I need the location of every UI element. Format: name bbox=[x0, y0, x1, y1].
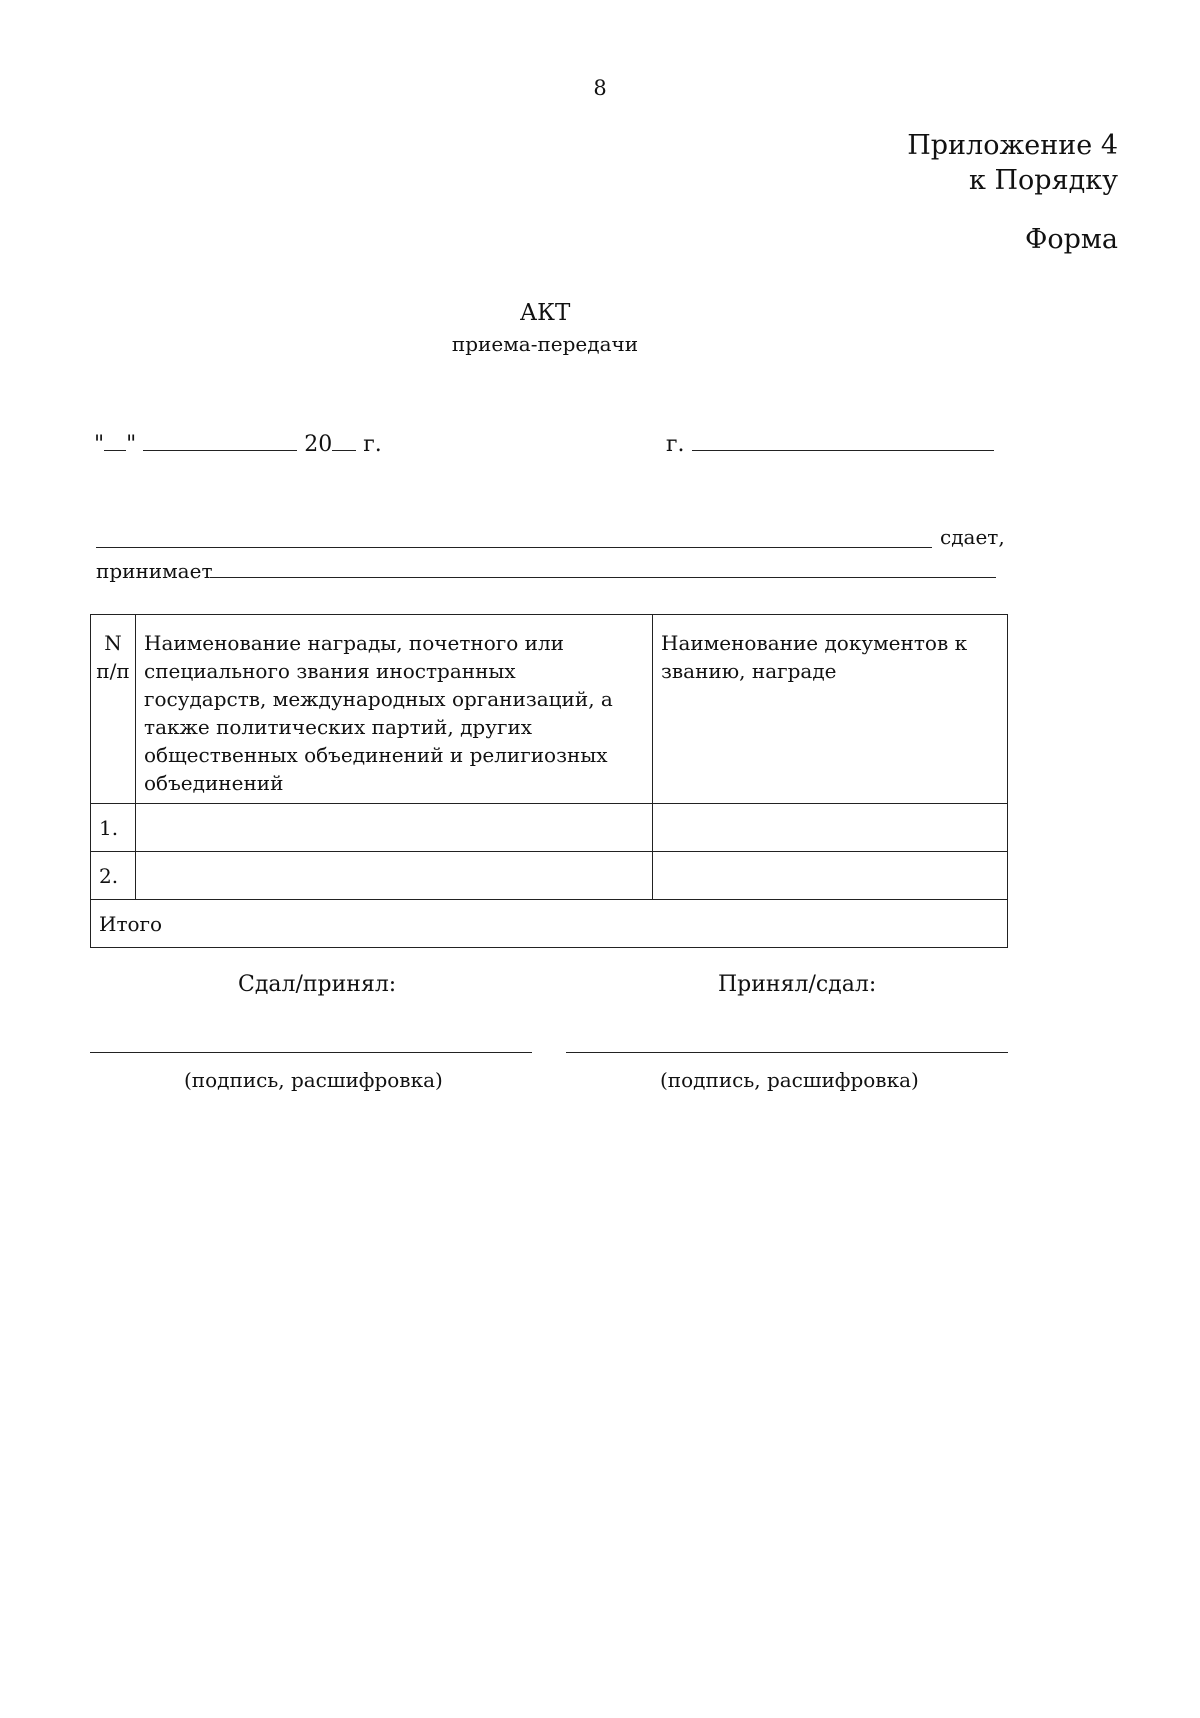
year-suffix: г. bbox=[363, 432, 382, 457]
year-blank[interactable] bbox=[332, 430, 356, 451]
table-header-row bbox=[91, 615, 1008, 804]
month-blank[interactable] bbox=[143, 430, 297, 451]
left-signature-label: Сдал/принял: bbox=[238, 972, 397, 997]
gives-label: сдает, bbox=[940, 525, 1005, 549]
header-documents: Наименование документов к званию, награде bbox=[653, 615, 1008, 804]
appendix-line-1: Приложение 4 bbox=[907, 130, 1118, 161]
row-award-cell[interactable] bbox=[136, 852, 653, 900]
year-prefix: 20 bbox=[304, 432, 333, 457]
receives-label: принимает bbox=[96, 559, 213, 583]
city-field[interactable] bbox=[666, 430, 994, 457]
page-number: 8 bbox=[593, 76, 607, 100]
left-signature-note: (подпись, расшифровка) bbox=[184, 1068, 443, 1092]
row-documents-cell[interactable] bbox=[653, 804, 1008, 852]
right-signature-line[interactable] bbox=[566, 1052, 1008, 1053]
right-signature-label: Принял/сдал: bbox=[718, 972, 877, 997]
document-subtitle: приема-передачи bbox=[451, 332, 639, 356]
table-row bbox=[91, 852, 1008, 900]
form-label: Форма bbox=[1024, 224, 1118, 255]
date-open-quote: " bbox=[94, 432, 105, 457]
document-title: АКТ bbox=[519, 300, 571, 326]
appendix-heading bbox=[907, 128, 1118, 198]
receiver-blank[interactable] bbox=[210, 577, 996, 578]
row-num: 1. bbox=[91, 804, 136, 852]
header-award: Наименование награды, почетного или специального звания иностранных государств, международных организаций, а также политических партий, других общественных объединений и религиозных объединений bbox=[136, 615, 653, 804]
acceptance-table bbox=[90, 614, 1008, 948]
giver-blank[interactable] bbox=[96, 547, 932, 548]
date-field[interactable] bbox=[94, 430, 382, 457]
city-blank[interactable] bbox=[692, 430, 994, 451]
header-num: N п/п bbox=[91, 615, 136, 804]
row-award-cell[interactable] bbox=[136, 804, 653, 852]
total-label: Итого bbox=[91, 900, 1008, 948]
right-signature-note: (подпись, расшифровка) bbox=[660, 1068, 919, 1092]
left-signature-line[interactable] bbox=[90, 1052, 532, 1053]
city-label: г. bbox=[666, 432, 685, 457]
appendix-line-2: к Порядку bbox=[969, 165, 1118, 196]
row-num: 2. bbox=[91, 852, 136, 900]
table-total-row bbox=[91, 900, 1008, 948]
row-documents-cell[interactable] bbox=[653, 852, 1008, 900]
date-close-quote: " bbox=[126, 432, 137, 457]
day-blank[interactable] bbox=[104, 430, 126, 451]
table-row bbox=[91, 804, 1008, 852]
